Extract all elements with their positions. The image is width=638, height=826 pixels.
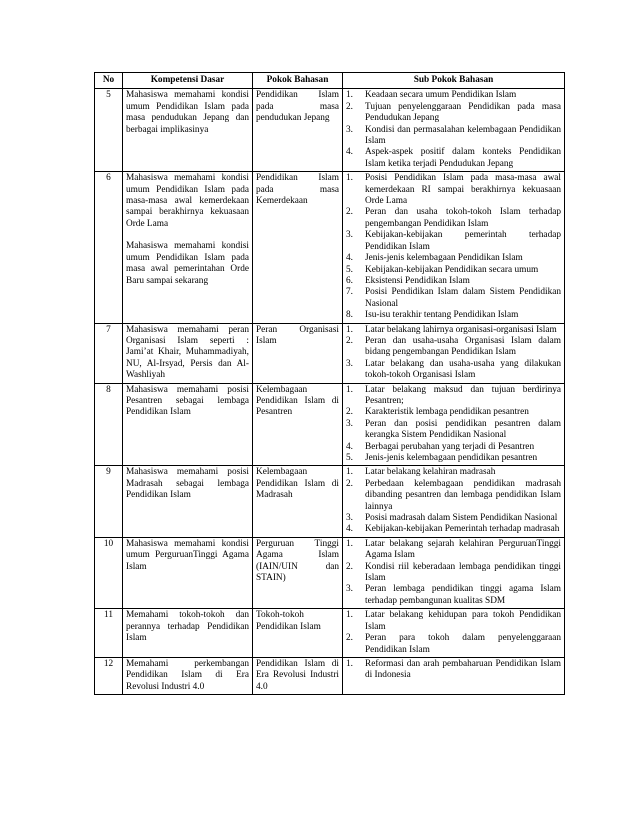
sub-pokok-bahasan-cell xyxy=(343,466,565,537)
list-item xyxy=(346,419,561,442)
list-item-number: 7. xyxy=(346,287,353,298)
row-number: 7 xyxy=(95,323,123,383)
list-item-text: Latar belakang kehidupan para tokoh Pendidikan Islam xyxy=(365,610,561,632)
list-item-text: Keadaan secara umum Pendidikan Islam xyxy=(365,90,517,101)
list-item-text: Jenis-jenis kelembagaan pendidikan pesantren xyxy=(365,453,538,463)
list-item-text: Kondisi riil keberadaan lembaga pendidikan tinggi Islam xyxy=(365,561,561,584)
list-item-text: Eksistensi Pendidikan Islam xyxy=(365,275,470,286)
list-item xyxy=(346,539,561,562)
list-item-text: Posisi Pendidikan Islam pada masa-masa awal kemerdekaan RI sampai berakhirnya kekuasaan Orde Lama xyxy=(365,173,561,207)
list-item-number: 1. xyxy=(346,610,353,621)
kompetensi-dasar-text: Memahami perkembangan Pendidikan Islam di Era Revolusi Industri 4.0 xyxy=(126,658,249,692)
list-item-text: Reformasi dan arah pembaharuan Pendidikan Islam di Indonesia xyxy=(365,658,561,681)
list-item-number: 3. xyxy=(346,124,353,135)
list-item-number: 4. xyxy=(346,524,353,535)
list-item-number: 5. xyxy=(346,264,353,275)
sub-topic-list xyxy=(346,385,561,465)
table-row xyxy=(95,383,565,466)
list-item-number: 2. xyxy=(346,101,353,112)
kompetensi-dasar-cell xyxy=(123,89,253,172)
list-item-number: 3. xyxy=(346,418,353,429)
list-item-text: Peran para tokoh dalam penyelenggaraan Pendidikan Islam xyxy=(365,633,561,655)
pokok-bahasan-cell: Kelembagaan Pendidikan Islam di Pesantren xyxy=(253,383,343,466)
list-item-number: 2. xyxy=(346,633,353,644)
list-item xyxy=(346,562,561,585)
list-item-number: 2. xyxy=(346,561,353,572)
list-item xyxy=(346,147,561,170)
list-item-number: 1. xyxy=(346,173,353,184)
kompetensi-dasar-text: Mahasiswa memahami posisi Madrasah sebagai lembaga Pendidikan Islam xyxy=(126,467,249,501)
sub-topic-list xyxy=(346,173,561,321)
list-item-text: Posisi madrasah dalam Sistem Pendidikan Nasional xyxy=(365,513,558,524)
kompetensi-dasar-text: Memahami tokoh-tokoh dan perannya terhadap Pendidikan Islam xyxy=(126,610,249,644)
row-number: 8 xyxy=(95,383,123,466)
list-item-text: Latar belakang dan usaha-usaha yang dilakukan tokoh-tokoh Organisasi Islam xyxy=(365,358,561,381)
list-item xyxy=(346,207,561,230)
list-item-text: Jenis-jenis kelembagaan Pendidikan Islam xyxy=(365,253,523,264)
list-item-number: 6. xyxy=(346,275,353,286)
kompetensi-dasar-text: Mahasiswa memahami kondisi umum Pendidikan Islam pada masa awal pemerintahan Orde Baru sampai sekarang xyxy=(126,241,249,286)
list-item xyxy=(346,230,561,253)
list-item-number: 8. xyxy=(346,310,353,321)
sub-pokok-bahasan-cell xyxy=(343,89,565,172)
list-item-text: Peran lembaga pendidikan tinggi agama Islam terhadap pembangunan kualitas SDM xyxy=(365,584,561,606)
list-item xyxy=(346,310,561,321)
list-item xyxy=(346,385,561,408)
list-item-number: 2. xyxy=(346,407,353,418)
table-row xyxy=(95,537,565,608)
sub-pokok-bahasan-cell xyxy=(343,383,565,466)
list-item-number: 3. xyxy=(346,584,353,595)
sub-pokok-bahasan-cell xyxy=(343,657,565,694)
list-item-number: 3. xyxy=(346,230,353,241)
pokok-bahasan-cell: Peran Organisasi Islam xyxy=(253,323,343,383)
sub-topic-list xyxy=(346,610,561,656)
kompetensi-dasar-cell xyxy=(123,537,253,608)
list-item-text: Kebijakan-kebijakan Pendidikan secara umum xyxy=(365,264,539,275)
list-item-number: 1. xyxy=(346,538,353,549)
list-item-number: 1. xyxy=(346,90,353,101)
kompetensi-dasar-text: Mahasiswa memahami peran Organisasi Islam seperti : Jami’at Khair, Muhammadiyah, NU, Al-Irsyad, Persis dan Al-Washliyah xyxy=(126,324,249,381)
kompetensi-dasar-cell xyxy=(123,383,253,466)
kompetensi-dasar-cell xyxy=(123,323,253,383)
sub-topic-list xyxy=(346,325,561,382)
row-number: 6 xyxy=(95,172,123,323)
syllabus-table xyxy=(94,72,565,695)
list-item-text: Latar belakang kelahiran madrasah xyxy=(365,467,496,478)
list-item xyxy=(346,407,561,418)
sub-pokok-bahasan-cell xyxy=(343,609,565,658)
list-item-text: Peran dan usaha-usaha Organisasi Islam dalam bidang pengembangan Pendidikan Islam xyxy=(365,335,561,358)
sub-topic-list xyxy=(346,539,561,607)
list-item-number: 3. xyxy=(346,358,353,369)
sub-topic-list xyxy=(346,90,561,170)
row-number: 9 xyxy=(95,466,123,537)
table-body xyxy=(95,89,565,695)
list-item-text: Latar belakang sejarah kelahiran PerguruanTinggi Agama Islam xyxy=(365,538,561,561)
list-item-number: 2. xyxy=(346,335,353,346)
list-item xyxy=(346,173,561,207)
list-item-number: 5. xyxy=(346,453,353,463)
header-no: No xyxy=(95,73,123,89)
header-sub-pokok-bahasan: Sub Pokok Bahasan xyxy=(343,73,565,89)
list-item xyxy=(346,584,561,607)
header-kompetensi-dasar: Kompetensi Dasar xyxy=(123,73,253,89)
list-item-text: Tujuan penyelenggaraan Pendidikan pada masa Pendudukan Jepang xyxy=(365,101,561,124)
list-item-number: 1. xyxy=(346,324,353,335)
list-item-number: 3. xyxy=(346,513,353,524)
list-item xyxy=(346,287,561,310)
list-item-text: Peran dan posisi pendidikan pesantren dalam kerangka Sistem Pendidikan Nasional xyxy=(365,418,561,441)
table-row xyxy=(95,172,565,323)
list-item-text: Kebijakan-kebijakan Pemerintah terhadap madrasah xyxy=(365,524,560,535)
list-item xyxy=(346,467,561,478)
pokok-bahasan-cell: Kelembagaan Pendidikan Islam di Madrasah xyxy=(253,466,343,537)
list-item xyxy=(346,325,561,336)
list-item-text: Aspek-aspek positif dalam konteks Pendidikan Islam ketika terjadi Pendudukan Jepang xyxy=(365,147,561,169)
list-item-text: Peran dan usaha tokoh-tokoh Islam terhadap pengembangan Pendidikan Islam xyxy=(365,207,561,229)
sub-pokok-bahasan-cell xyxy=(343,172,565,323)
table-row xyxy=(95,323,565,383)
list-item-text: Kebijakan-kebijakan pemerintah terhadap Pendidikan Islam xyxy=(365,230,561,252)
row-number: 12 xyxy=(95,657,123,694)
header-row xyxy=(95,73,565,89)
list-item xyxy=(346,276,561,287)
list-item xyxy=(346,102,561,125)
list-item xyxy=(346,513,561,524)
list-item-number: 4. xyxy=(346,441,353,452)
list-item xyxy=(346,479,561,513)
list-item xyxy=(346,633,561,656)
list-item xyxy=(346,265,561,276)
list-item-number: 2. xyxy=(346,478,353,489)
list-item xyxy=(346,659,561,682)
sub-topic-list xyxy=(346,659,561,682)
kompetensi-dasar-text: Mahasiswa memahami kondisi umum PerguruanTinggi Agama Islam xyxy=(126,538,249,572)
list-item-number: 4. xyxy=(346,147,353,158)
list-item xyxy=(346,336,561,359)
list-item xyxy=(346,90,561,101)
list-item xyxy=(346,442,561,453)
list-item-number: 4. xyxy=(346,253,353,264)
kompetensi-dasar-text: Mahasiswa memahami kondisi umum Pendidikan Islam pada masa-masa awal kemerdekaan sampai berakhirnya kekuasaan Orde Lama xyxy=(126,173,249,229)
list-item xyxy=(346,453,561,464)
kompetensi-dasar-cell xyxy=(123,657,253,694)
table-row xyxy=(95,657,565,694)
list-item-text: Latar belakang lahirnya organisasi-organisasi Islam xyxy=(365,324,557,335)
kompetensi-dasar-cell xyxy=(123,609,253,658)
kompetensi-dasar-cell xyxy=(123,466,253,537)
table-row xyxy=(95,609,565,658)
kompetensi-dasar-cell xyxy=(123,172,253,323)
list-item-text: Kondisi dan permasalahan kelembagaan Pendidikan Islam xyxy=(365,124,561,147)
list-item-text: Berbagai perubahan yang terjadi di Pesantren xyxy=(365,441,535,452)
list-item xyxy=(346,359,561,382)
kompetensi-dasar-text: Mahasiswa memahami posisi Pesantren sebagai lembaga Pendidikan Islam xyxy=(126,384,249,418)
pokok-bahasan-cell: Tokoh-tokoh Pendidikan Islam xyxy=(253,609,343,658)
sub-topic-list xyxy=(346,467,561,535)
kompetensi-dasar-text: Mahasiswa memahami kondisi umum Pendidikan Islam pada masa pendudukan Jepang dan berbagai implikasinya xyxy=(126,90,249,135)
list-item-text: Isu-isu terakhir tentang Pendidikan Islam xyxy=(365,310,519,321)
row-number: 5 xyxy=(95,89,123,172)
table-row xyxy=(95,89,565,172)
pokok-bahasan-cell: Pendidikan Islam pada masa Kemerdekaan xyxy=(253,172,343,323)
pokok-bahasan-cell: Pendidikan Islam di Era Revolusi Industri 4.0 xyxy=(253,657,343,694)
list-item-number: 1. xyxy=(346,658,353,669)
list-item-text: Latar belakang maksud dan tujuan berdirinya Pesantren; xyxy=(365,384,561,406)
list-item-text: Perbedaan kelembagaan pendidikan madrasah dibanding pesantren dan lembaga pendidikan Islam lainnya xyxy=(365,478,561,512)
list-item xyxy=(346,610,561,633)
row-number: 10 xyxy=(95,537,123,608)
list-item-text: Karakteristik lembaga pendidikan pesantren xyxy=(365,407,529,418)
list-item xyxy=(346,125,561,148)
list-item-text: Posisi Pendidikan Islam dalam Sistem Pendidikan Nasional xyxy=(365,287,561,309)
sub-pokok-bahasan-cell xyxy=(343,323,565,383)
list-item xyxy=(346,253,561,264)
pokok-bahasan-cell: Pendidikan Islam pada masa pendudukan Jepang xyxy=(253,89,343,172)
list-item-number: 1. xyxy=(346,384,353,395)
pokok-bahasan-cell: Perguruan Tinggi Agama Islam (IAIN/UIN dan STAIN) xyxy=(253,537,343,608)
row-number: 11 xyxy=(95,609,123,658)
table-row xyxy=(95,466,565,537)
sub-pokok-bahasan-cell xyxy=(343,537,565,608)
list-item xyxy=(346,524,561,535)
list-item-number: 1. xyxy=(346,467,353,478)
header-pokok-bahasan: Pokok Bahasan xyxy=(253,73,343,89)
list-item-number: 2. xyxy=(346,207,353,218)
